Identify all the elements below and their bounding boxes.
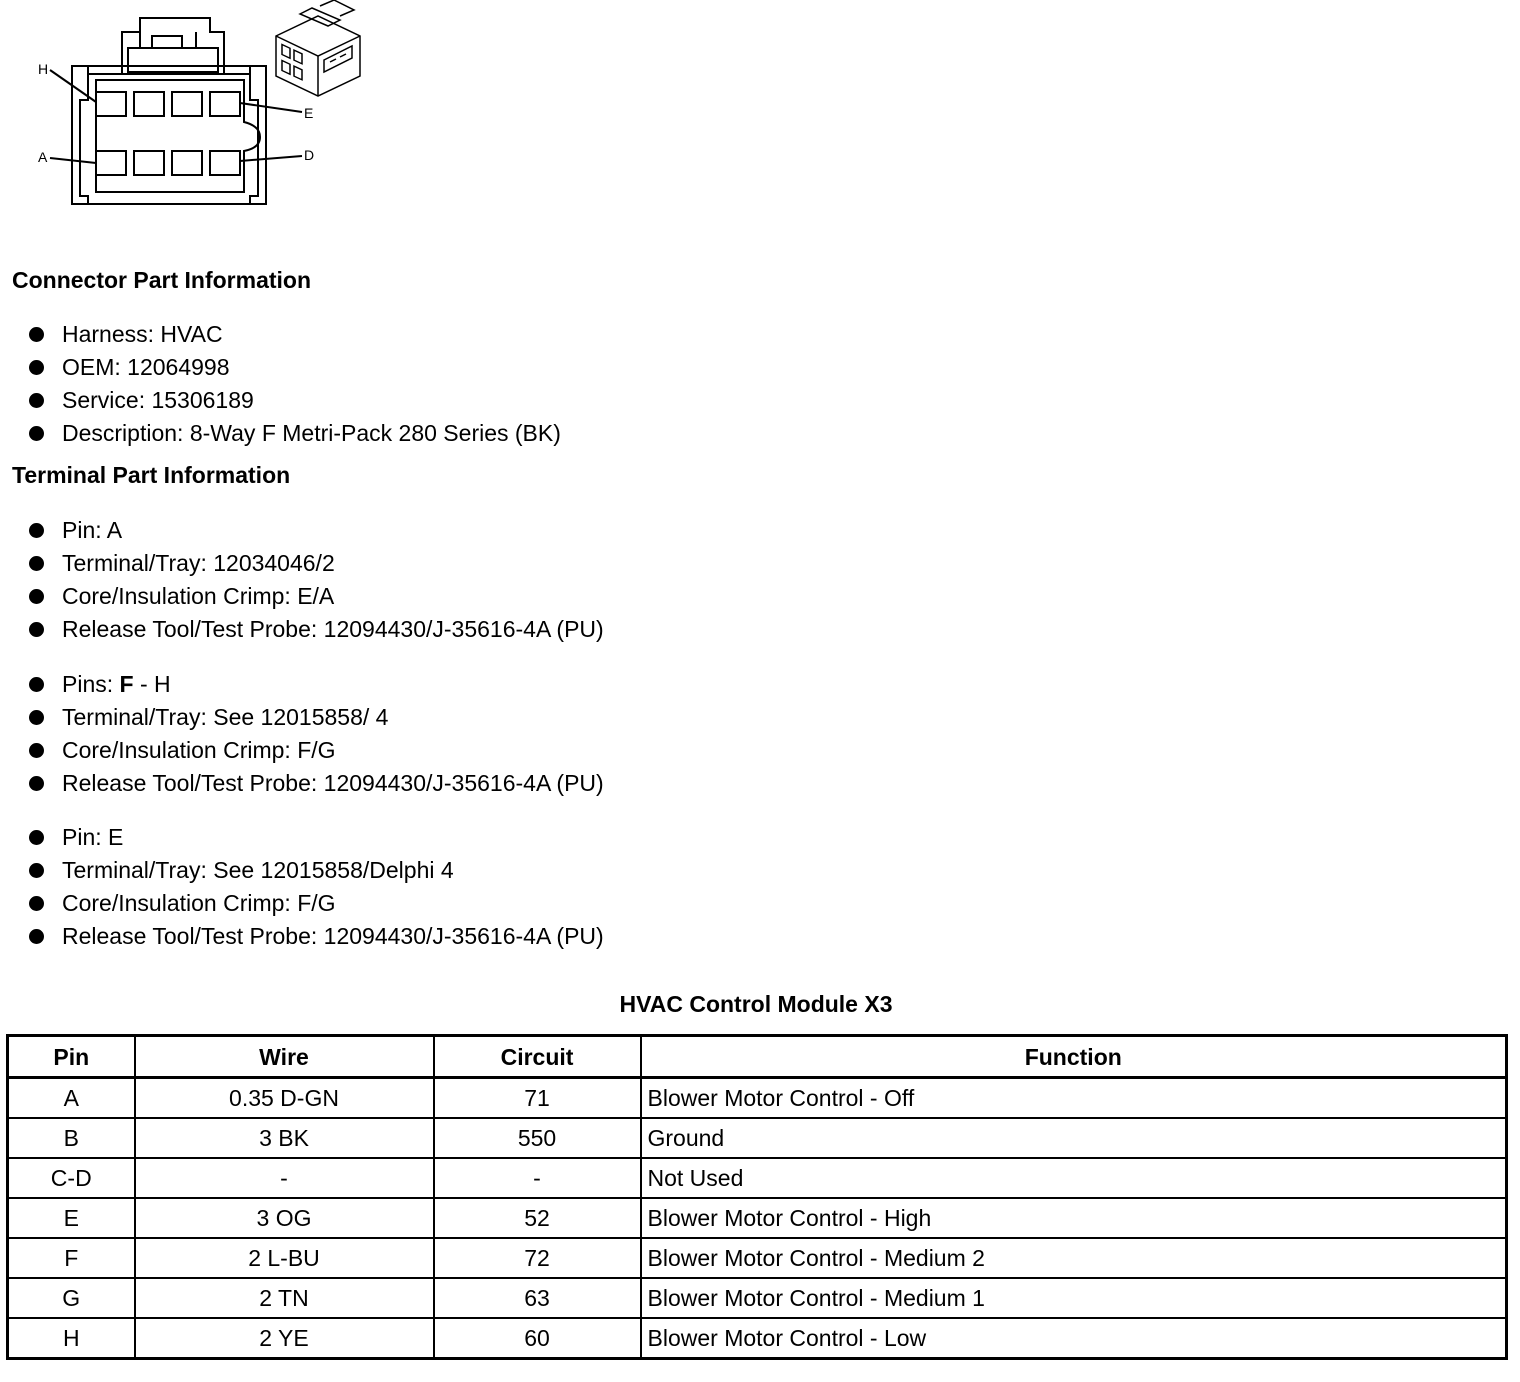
cell-circuit: 60	[434, 1318, 641, 1359]
list-item: Service: 15306189	[0, 384, 561, 417]
bullet-icon	[29, 360, 44, 375]
bullet-icon	[29, 896, 44, 911]
list-item: Terminal/Tray: See 12015858/Delphi 4	[0, 854, 604, 887]
pin-label-a: A	[38, 149, 48, 165]
cell-pin: E	[8, 1198, 135, 1238]
cell-pin: H	[8, 1318, 135, 1359]
header-pin: Pin	[8, 1036, 135, 1078]
table-row	[8, 1278, 1507, 1318]
list-item: Release Tool/Test Probe: 12094430/J-35616-4A (PU)	[0, 767, 604, 800]
terminal-group-1	[0, 514, 604, 646]
header-wire: Wire	[135, 1036, 434, 1078]
terminal-part-heading: Terminal Part Information	[12, 462, 291, 488]
cell-wire: 2 L-BU	[135, 1238, 434, 1278]
bullet-icon	[29, 556, 44, 571]
bullet-icon	[29, 426, 44, 441]
cell-circuit: 72	[434, 1238, 641, 1278]
bullet-icon	[29, 776, 44, 791]
list-item: Pins: F - H	[0, 668, 604, 701]
connector-isometric-icon	[276, 0, 360, 96]
cell-wire: 0.35 D-GN	[135, 1078, 434, 1119]
list-item: Core/Insulation Crimp: E/A	[0, 580, 604, 613]
connector-part-list	[0, 318, 561, 450]
connector-face-diagram	[0, 0, 380, 215]
cell-function: Ground	[641, 1118, 1507, 1158]
table-row	[8, 1078, 1507, 1119]
bullet-icon	[29, 830, 44, 845]
cell-wire: 2 TN	[135, 1278, 434, 1318]
list-item: Harness: HVAC	[0, 318, 561, 351]
table-row	[8, 1118, 1507, 1158]
connector-part-heading: Connector Part Information	[12, 267, 312, 293]
bullet-icon	[29, 622, 44, 637]
pinout-table	[6, 1034, 1508, 1360]
list-item: Release Tool/Test Probe: 12094430/J-35616-4A (PU)	[0, 613, 604, 646]
cell-function: Blower Motor Control - High	[641, 1198, 1507, 1238]
cell-function: Blower Motor Control - Off	[641, 1078, 1507, 1119]
cell-circuit: 550	[434, 1118, 641, 1158]
header-circuit: Circuit	[434, 1036, 641, 1078]
table-row	[8, 1198, 1507, 1238]
bullet-icon	[29, 589, 44, 604]
list-item: Core/Insulation Crimp: F/G	[0, 734, 604, 767]
list-item: Release Tool/Test Probe: 12094430/J-35616-4A (PU)	[0, 920, 604, 953]
pin-label-d: D	[304, 147, 315, 163]
list-item: Terminal/Tray: 12034046/2	[0, 547, 604, 580]
cell-function: Blower Motor Control - Low	[641, 1318, 1507, 1359]
cell-wire: -	[135, 1158, 434, 1198]
cell-wire: 2 YE	[135, 1318, 434, 1359]
bullet-icon	[29, 327, 44, 342]
cell-pin: B	[8, 1118, 135, 1158]
terminal-group-3	[0, 821, 604, 953]
cell-function: Not Used	[641, 1158, 1507, 1198]
cell-wire: 3 OG	[135, 1198, 434, 1238]
bullet-icon	[29, 863, 44, 878]
cell-function: Blower Motor Control - Medium 1	[641, 1278, 1507, 1318]
pin-label-h: H	[38, 61, 49, 77]
list-item: OEM: 12064998	[0, 351, 561, 384]
terminal-group-2	[0, 668, 604, 800]
pin-label-e: E	[304, 105, 314, 121]
cell-function: Blower Motor Control - Medium 2	[641, 1238, 1507, 1278]
list-item: Pin: E	[0, 821, 604, 854]
list-item: Pin: A	[0, 514, 604, 547]
bullet-icon	[29, 393, 44, 408]
table-header-row	[8, 1036, 1507, 1078]
bullet-icon	[29, 710, 44, 725]
list-item: Core/Insulation Crimp: F/G	[0, 887, 604, 920]
bullet-icon	[29, 929, 44, 944]
cell-pin: F	[8, 1238, 135, 1278]
cell-pin: G	[8, 1278, 135, 1318]
cell-pin: C-D	[8, 1158, 135, 1198]
cell-circuit: 63	[434, 1278, 641, 1318]
table-row	[8, 1158, 1507, 1198]
cell-circuit: 71	[434, 1078, 641, 1119]
table-row	[8, 1318, 1507, 1359]
bullet-icon	[29, 677, 44, 692]
table-row	[8, 1238, 1507, 1278]
cell-pin: A	[8, 1078, 135, 1119]
cell-circuit: -	[434, 1158, 641, 1198]
bullet-icon	[29, 523, 44, 538]
cell-wire: 3 BK	[135, 1118, 434, 1158]
list-item: Terminal/Tray: See 12015858/ 4	[0, 701, 604, 734]
bullet-icon	[29, 743, 44, 758]
list-item: Description: 8-Way F Metri-Pack 280 Series (BK)	[0, 417, 561, 450]
header-function: Function	[641, 1036, 1507, 1078]
cell-circuit: 52	[434, 1198, 641, 1238]
table-caption: HVAC Control Module X3	[619, 991, 893, 1017]
